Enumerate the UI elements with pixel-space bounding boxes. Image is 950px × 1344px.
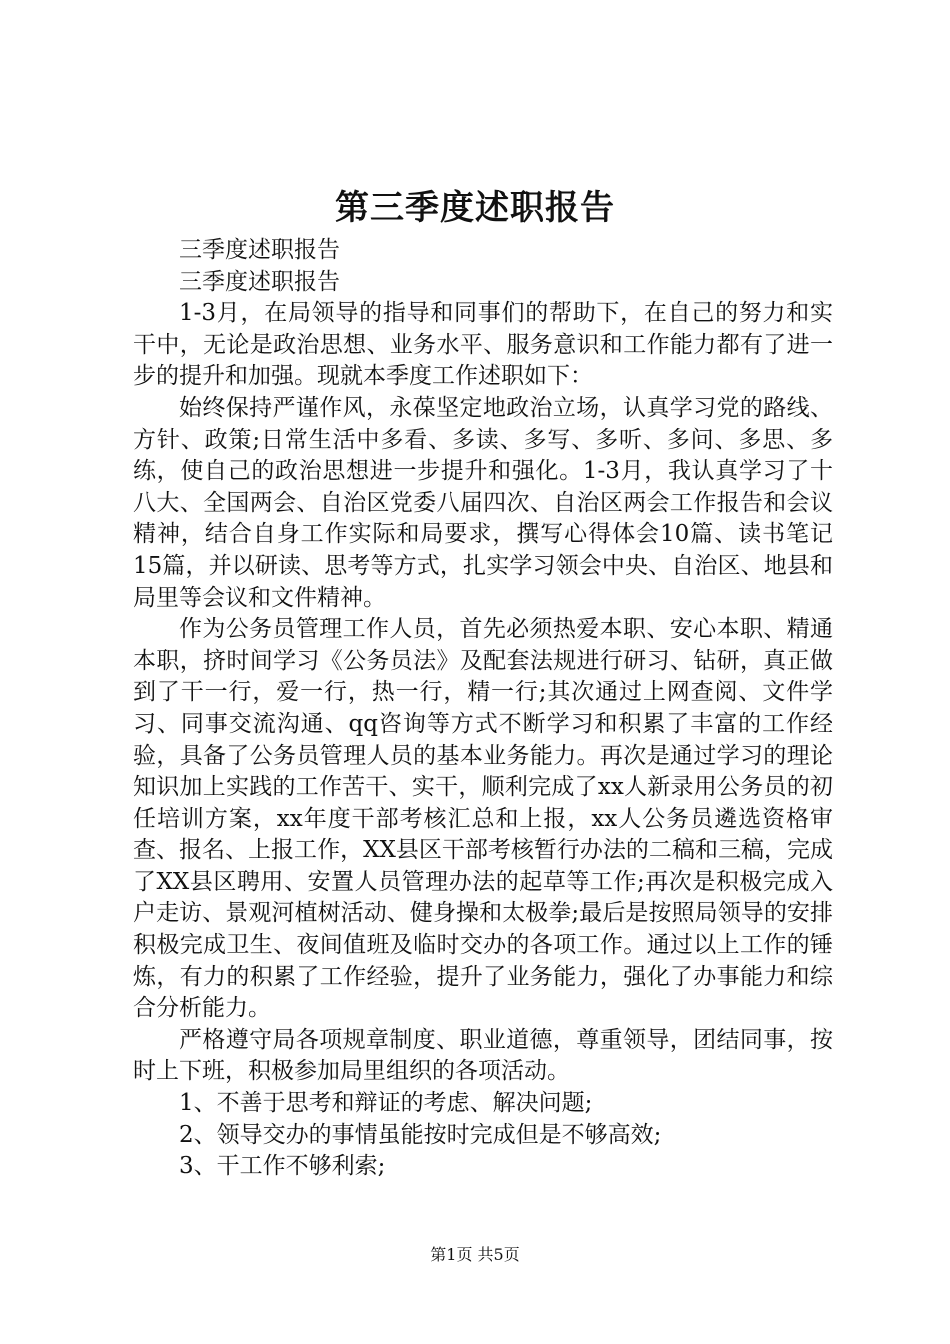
list-item-1: 1、不善于思考和辩证的考虑、解决问题; [179, 1090, 593, 1117]
paragraph-4: 始终保持严谨作风，永葆坚定地政治立场，认真学习党的路线、方针、政策;日常生活中多看、多读、多写、多听、多问、多思、多练，使自己的政治思想进一步提升和强化。1-3月，我认真学习了十八大、全国两会、自治区党委八届四次、自治区两会工作报告和会议精神，结合自身工作实际和局要求，撰写心得体会10篇、读书笔记15篇，并以研读、思考等方式，扎实学习领会中央、自治区、地县和局里等会议和文件精神。 [133, 394, 833, 611]
paragraph-1: 三季度述职报告 [179, 237, 340, 263]
paragraph-6: 严格遵守局各项规章制度、职业道德，尊重领导，团结同事，按时上下班，积极参加局里组织的各项活动。 [133, 1026, 833, 1085]
paragraph-3: 1-3月，在局领导的指导和同事们的帮助下，在自己的努力和实干中，无论是政治思想、业务水平、服务意识和工作能力都有了进一步的提升和加强。现就本季度工作述职如下： [133, 300, 833, 390]
list-item-3: 3、干工作不够利索; [179, 1153, 386, 1180]
document-body [133, 235, 833, 1183]
paragraph-2: 三季度述职报告 [179, 268, 340, 295]
list-item-2: 2、领导交办的事情虽能按时完成但是不够高效; [179, 1121, 662, 1148]
page-footer: 第1页 共5页 [430, 1245, 520, 1264]
paragraph-5: 作为公务员管理工作人员，首先必须热爱本职、安心本职、精通本职，挤时间学习《公务员法》及配套法规进行研习、钻研，真正做到了干一行，爱一行，热一行，精一行;其次通过上网查阅、文件学习、同事交流沟通、qq咨询等方式不断学习和积累了丰富的工作经验，具备了公务员管理人员的基本业务能力。再次是通过学习的理论知识加上实践的工作苦干、实干，顺利完成了xx人新录用公务员的初任培训方案，xx年度干部考核汇总和上报，xx人公务员遴选资格审查、报名、上报工作，XX县区干部考核暂行办法的二稿和三稿，完成了XX县区聘用、安置人员管理办法的起草等工作;再次是积极完成入户走访、景观河植树活动、健身操和太极拳;最后是按照局领导的安排积极完成卫生、夜间值班及临时交办的各项工作。通过以上工作的锤炼，有力的积累了工作经验，提升了业务能力，强化了办事能力和综合分析能力。 [133, 616, 833, 1022]
document-title: 第三季度述职报告 [335, 188, 615, 228]
